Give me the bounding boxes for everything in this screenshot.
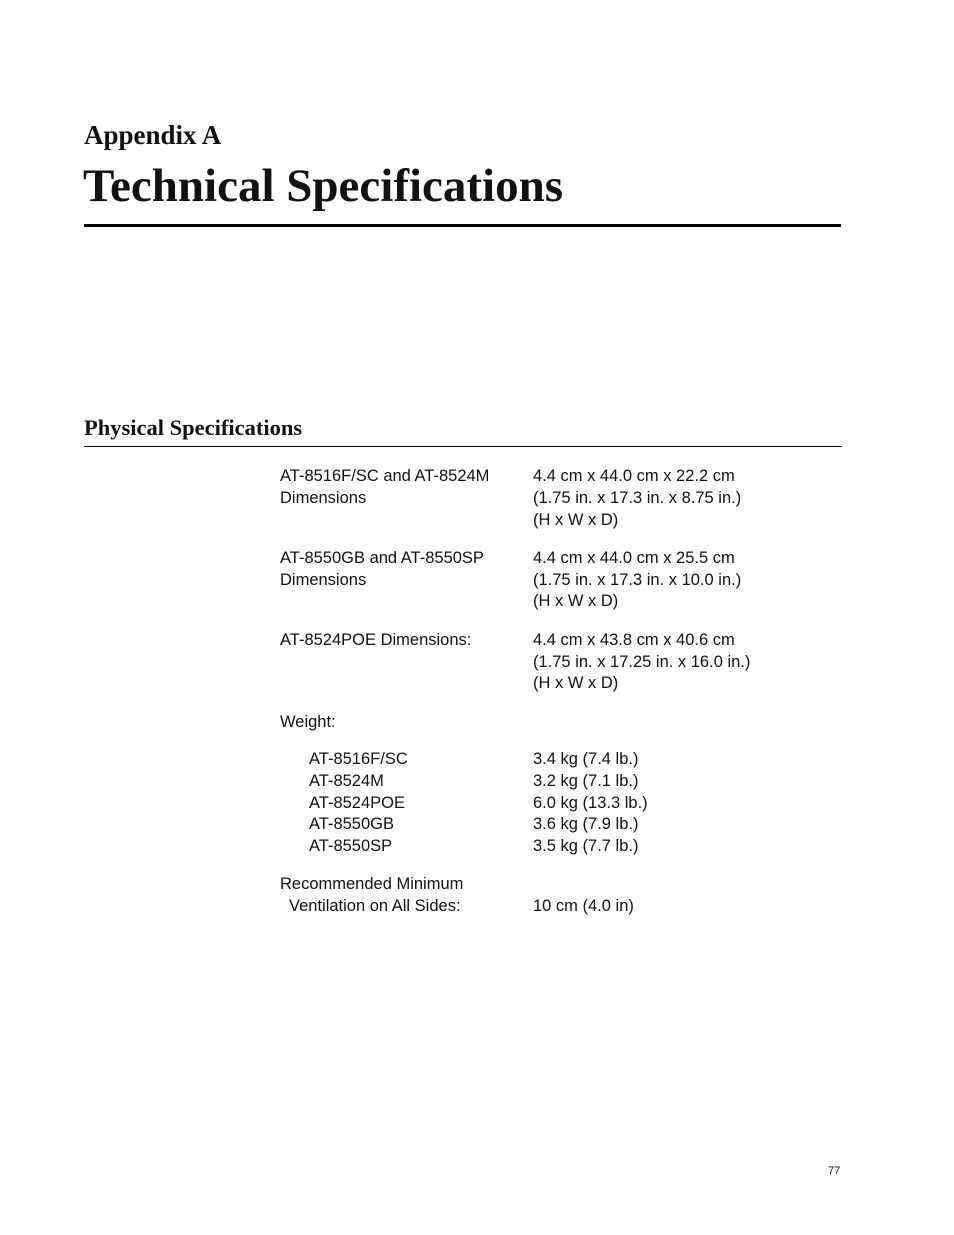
spec-value-line: 4.4 cm x 43.8 cm x 40.6 cm [533,630,735,649]
weight-value: 6.0 kg (13.3 lb.) [533,793,648,812]
spec-label-line: AT-8516F/SC and AT-8524M [280,467,490,485]
weight-list [280,749,840,858]
ventilation-value-spacer [533,874,840,896]
section-heading: Physical Specifications [84,415,303,440]
weight-row [280,814,840,836]
ventilation-label-line: Recommended Minimum [280,875,464,894]
spec-value-line: (H x W x D) [533,674,619,693]
spec-row [280,548,840,613]
weight-row [280,836,840,858]
weight-label [280,712,533,734]
spec-value [533,548,840,613]
weight-label-text: Weight: [280,712,336,731]
spec-label-line: AT-8550GB and AT-8550SP [280,548,484,567]
ventilation-label-line: Ventilation on All Sides: [289,897,461,916]
weight-row [280,771,840,793]
spec-label-line: Dimensions [280,570,367,589]
page-number: 77 [828,1165,841,1177]
appendix-label: Appendix A [84,120,222,150]
weight-value: 3.5 kg (7.7 lb.) [533,837,639,856]
spec-table [280,466,840,935]
spec-value [533,466,840,531]
spec-value-line: (H x W x D) [533,510,619,529]
spec-row [280,466,840,531]
weight-model: AT-8550GB [309,815,394,834]
spec-row [280,630,840,695]
spec-value-line: (1.75 in. x 17.3 in. x 10.0 in.) [533,570,742,589]
spec-value [533,630,840,695]
spec-label-line: AT-8524POE Dimensions: [280,630,472,649]
weight-heading-row [280,712,840,734]
spec-label [280,466,533,531]
spec-value-line: (H x W x D) [533,592,619,611]
weight-value: 3.6 kg (7.9 lb.) [533,815,639,834]
spec-value-line: 4.4 cm x 44.0 cm x 22.2 cm [533,467,735,485]
weight-model: AT-8524M [309,771,384,790]
ventilation-row [280,874,840,918]
ventilation-value-text: 10 cm (4.0 in) [533,897,634,916]
spec-value-line: (1.75 in. x 17.3 in. x 8.75 in.) [533,488,742,507]
ventilation-label [280,874,533,918]
weight-model: AT-8550SP [309,837,393,856]
weight-value: 3.2 kg (7.1 lb.) [533,771,639,790]
page-title: Technical Specifications [83,160,564,212]
weight-row [280,793,840,815]
spec-value-line: (1.75 in. x 17.25 in. x 16.0 in.) [533,652,751,671]
weight-row [280,749,840,771]
weight-model: AT-8524POE [309,793,405,812]
spec-value-line: 4.4 cm x 44.0 cm x 25.5 cm [533,548,735,567]
spec-label-line: Dimensions [280,488,367,507]
ventilation-value [533,874,840,918]
weight-model: AT-8516F/SC [309,749,408,768]
weight-value: 3.4 kg (7.4 lb.) [533,749,639,768]
spec-label [280,630,533,695]
title-divider [84,224,841,227]
spec-label [280,548,533,613]
section-divider [84,446,842,447]
